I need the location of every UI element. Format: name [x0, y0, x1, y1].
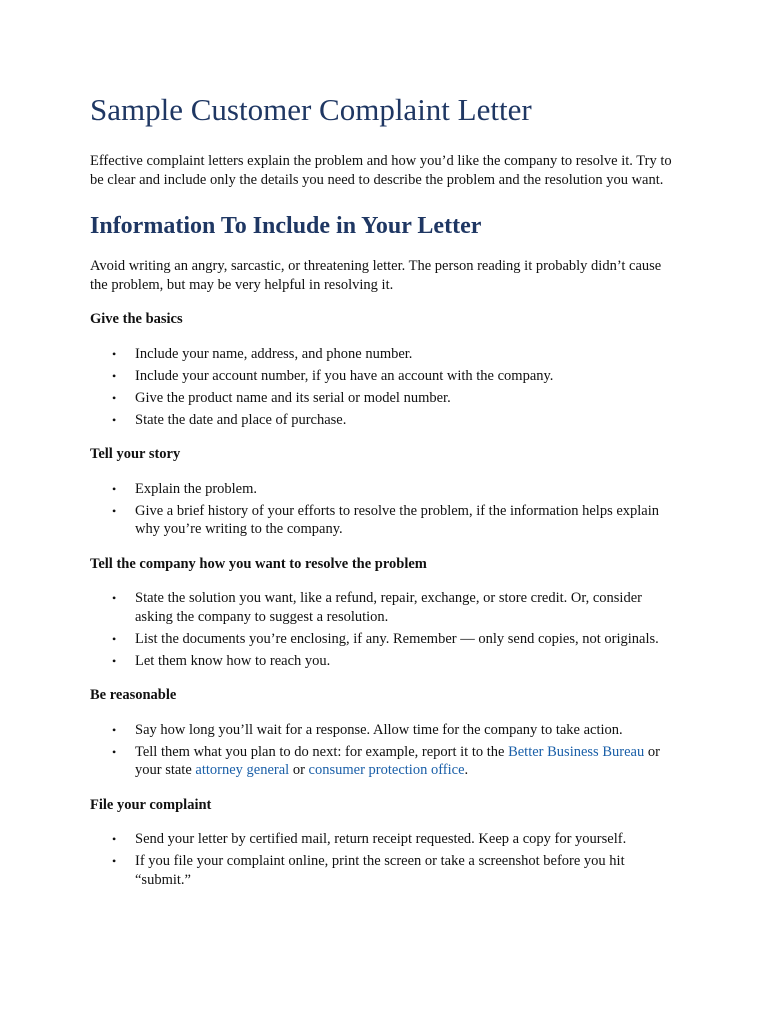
resolve-list	[90, 589, 680, 670]
file-heading: File your complaint	[90, 796, 212, 813]
list-item	[90, 389, 680, 408]
bullet-icon: •	[112, 653, 117, 668]
list-item-text: Give a brief history of your efforts to resolve the problem, if the information helps explain why you’re writing to the company.	[135, 502, 660, 537]
bullet-icon: •	[112, 481, 117, 496]
bullet-icon: •	[112, 591, 117, 605]
list-item-text: State the date and place of purchase.	[135, 411, 347, 428]
list-item	[90, 367, 680, 386]
consumer-protection-office-link[interactable]: consumer protection office	[308, 762, 465, 778]
list-item	[90, 721, 680, 740]
bullet-icon: •	[112, 744, 117, 759]
list-item	[90, 480, 680, 499]
list-item	[90, 411, 680, 430]
list-item	[90, 589, 680, 626]
page-title: Sample Customer Complaint Letter	[90, 92, 532, 127]
list-item-text: Send your letter by certified mail, return receipt requested. Keep a copy for yourself.	[135, 831, 627, 847]
list-item	[90, 830, 680, 849]
list-item	[90, 502, 680, 539]
list-item-text: List the documents you’re enclosing, if any. Remember — only send copies, not originals.	[135, 630, 659, 647]
story-list	[90, 480, 680, 539]
list-item-text: Explain the problem.	[135, 480, 258, 497]
section-intro-paragraph: Avoid writing an angry, sarcastic, or threatening letter. The person reading it probably didn’t cause the problem, but may be very helpful in resolving it.	[90, 258, 662, 293]
basics-heading: Give the basics	[90, 311, 183, 327]
list-item-text: Say how long you’ll wait for a response. Allow time for the company to take action.	[135, 721, 623, 738]
bullet-icon: •	[112, 390, 117, 405]
file-list	[90, 830, 680, 889]
list-item-text-prefix: Tell them what you plan to do next: for example, report it to the	[135, 743, 509, 760]
section-heading: Information To Include in Your Letter	[90, 213, 482, 239]
document-content	[90, 90, 680, 905]
list-item-text: Include your account number, if you have an account with the company.	[135, 367, 554, 384]
bullet-icon: •	[112, 722, 117, 737]
list-item-text-mid: or	[289, 762, 309, 778]
list-item	[90, 743, 680, 780]
bullet-icon: •	[112, 631, 117, 646]
bullet-icon: •	[112, 832, 117, 846]
bullet-icon: •	[112, 503, 117, 518]
list-item-text: State the solution you want, like a refund, repair, exchange, or store credit. Or, consider asking the company to suggest a resolution.	[135, 590, 642, 625]
bullet-icon: •	[112, 854, 117, 868]
bullet-icon: •	[112, 368, 117, 383]
reasonable-heading: Be reasonable	[90, 687, 177, 703]
list-item	[90, 345, 680, 364]
story-heading: Tell your story	[90, 446, 181, 462]
list-item	[90, 852, 680, 889]
list-item-text: Let them know how to reach you.	[135, 652, 331, 669]
list-item-text: If you file your complaint online, print the screen or take a screenshot before you hit “submit.”	[135, 853, 625, 888]
list-item	[90, 630, 680, 649]
bullet-icon: •	[112, 412, 117, 427]
list-item	[90, 652, 680, 671]
list-item-text-mid: or your state	[135, 743, 660, 778]
bullet-icon: •	[112, 346, 117, 361]
list-item-text-suffix: .	[464, 762, 469, 778]
attorney-general-link[interactable]: attorney general	[195, 762, 290, 778]
basics-list	[90, 345, 680, 430]
list-item-text: Include your name, address, and phone number.	[135, 345, 413, 362]
better-business-bureau-link[interactable]: Better Business Bureau	[508, 743, 645, 760]
resolve-heading: Tell the company how you want to resolve the problem	[90, 555, 427, 572]
list-item-text: Give the product name and its serial or model number.	[135, 389, 451, 406]
intro-paragraph: Effective complaint letters explain the problem and how you’d like the company to resolve it. Try to be clear and include only the details you need to describe the problem and the resolution you want.	[90, 153, 672, 188]
reasonable-list	[90, 721, 680, 780]
